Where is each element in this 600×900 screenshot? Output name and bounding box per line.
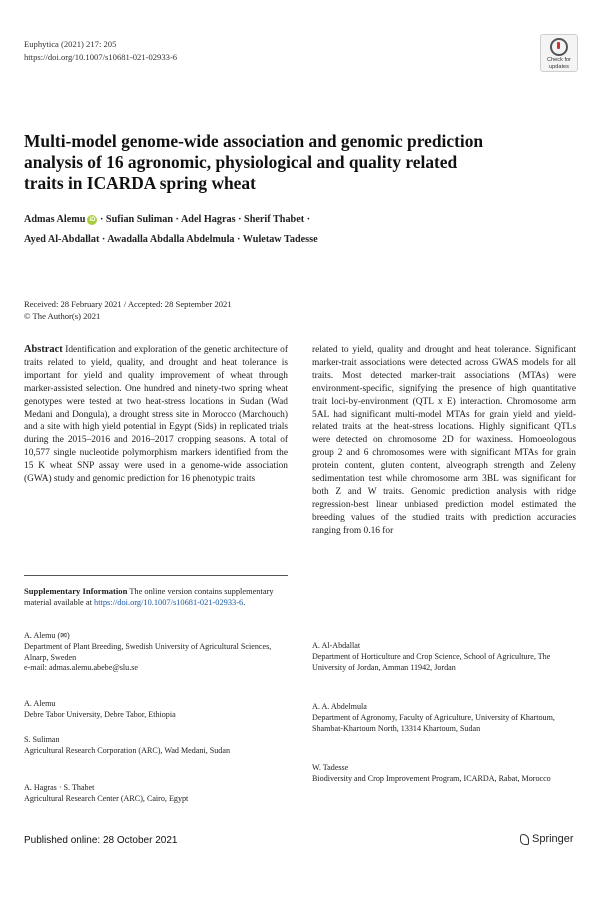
affiliation-left-3: [24, 783, 288, 805]
affiliation-name: A. Alemu: [24, 699, 56, 708]
affiliation-address: Department of Agronomy, Faculty of Agriculture, University of Khartoum, Shambat-Khartoum North, 13314 Khartoum, Sudan: [312, 712, 555, 733]
doi-link[interactable]: https://doi.org/10.1007/s10681-021-02933-6: [24, 52, 178, 62]
first-author[interactable]: Admas Alemu: [24, 214, 86, 225]
orcid-icon[interactable]: iD: [89, 216, 96, 223]
supplementary-link[interactable]: https://doi.org/10.1007/s10681-021-02933-6: [94, 598, 244, 607]
badge-line-2: updates: [549, 64, 569, 70]
affiliation-name: S. Suliman: [24, 735, 60, 744]
affiliation-address: Debre Tabor University, Debre Tabor, Ethiopia: [24, 709, 176, 719]
affiliation-right-1: [312, 702, 576, 734]
publisher-name: Springer: [532, 833, 574, 845]
affiliation-email[interactable]: e-mail: admas.alemu.abebe@slu.se: [24, 663, 138, 673]
affiliation-name: A. Hagras · S. Thabet: [24, 783, 95, 792]
affiliation-name: A. Alemu (✉): [24, 631, 70, 640]
affiliation-name: A. Al-Abdallat: [312, 641, 361, 650]
affiliation-name: W. Tadesse: [312, 763, 349, 772]
published-online: Published online: 28 October 2021: [24, 835, 178, 846]
author-names-rest: · Sufian Suliman · Adel Hagras · Sherif Thabet ·: [97, 214, 311, 225]
author-list: [24, 210, 564, 250]
abstract-column-2: related to yield, quality and drought and heat tolerance. Significant marker-trait associations were detected across GWAS models for all traits. Most detected marker-trait associations (MTAs) were environment-specific, signifying the presence of high quantitative trait loci-by-environment (QTL x E) interaction. Chromosome arm 5AL had significant multi-model MTAs for grain yield and yield-related traits at the heat-stress locations. Highly significant QTLs were detected on chromosome 2D for waxiness. Homoeologous group 2 and 6 chromosomes were with significant MTAs for grain protein content, gluten content, alveograph strength and Zeleny sedimentation test while chromosome arm 3BL was significant for both Z and W traits. Genomic prediction analysis with ridge regression-best linear unbiased prediction model estimated the breeding values of the studied traits with prediction accuracies ranging from 0.16 for: [312, 345, 576, 536]
affiliation-address: Biodiversity and Crop Improvement Program, ICARDA, Rabat, Morocco: [312, 773, 551, 783]
author-line-1: [24, 210, 564, 230]
abstract-heading: Abstract: [24, 344, 63, 355]
supplementary-info: [24, 586, 288, 608]
journal-citation: Euphytica (2021) 217: 205: [24, 39, 117, 49]
check-for-updates-badge[interactable]: [540, 34, 578, 72]
paper-title: Multi-model genome-wide association and genomic prediction analysis of 16 agronomic, physiological and quality related traits in ICARDA spring wheat: [24, 131, 484, 193]
affiliation-left-1: [24, 699, 288, 721]
affiliation-left-0: [24, 631, 288, 674]
springer-horse-icon: [520, 834, 529, 845]
abstract-column-1: [24, 344, 288, 486]
springer-logo: [520, 833, 574, 845]
abstract-text-1: Identification and exploration of the genetic architecture of traits related to yield, quality, and drought and heat tolerance is important for yield and quality improvement of wheat through marker-assisted selection. One hundred and ninety-two spring wheat genotypes were tested at two heat-stress locations in Sudan (Wad Medani and Dongula), a drought stress site in Morocco (Marchouch) and a site with high yield potential in Egypt (Sids) in replicated trials during the 2015–2016 and 2016–2017 cropping seasons. A total of 10,577 single nucleotide polymorphism markers identified from the 15 K wheat SNP assay were used in a genome-wide association (GWA) study and genomic prediction for 16 phenotypic traits: [24, 345, 288, 485]
supplementary-text: The online version contains supplementary material available at: [24, 587, 274, 607]
supplementary-end: .: [243, 598, 246, 607]
copyright: © The Author(s) 2021: [24, 310, 101, 321]
affiliation-right-0: [312, 641, 576, 673]
supplementary-heading: Supplementary Information: [24, 586, 128, 596]
affiliation-address: Agricultural Research Corporation (ARC), Wad Medani, Sudan: [24, 745, 230, 755]
received-accepted: Received: 28 February 2021 / Accepted: 28 September 2021: [24, 299, 232, 309]
article-dates: [24, 299, 232, 322]
affiliation-address: Agricultural Research Center (ARC), Cairo, Egypt: [24, 793, 189, 803]
badge-line-1: Check for: [547, 57, 571, 63]
footnote-divider: [24, 575, 288, 576]
check-for-updates-icon: [550, 38, 568, 56]
affiliation-address: Department of Plant Breeding, Swedish University of Agricultural Sciences, Alnarp, Sweden: [24, 641, 272, 662]
affiliation-right-2: [312, 763, 576, 785]
affiliation-address: Department of Horticulture and Crop Science, School of Agriculture, The University of Jordan, Amman 11942, Jordan: [312, 651, 551, 672]
affiliation-name: A. A. Abdelmula: [312, 702, 367, 711]
journal-meta: [24, 38, 177, 64]
affiliation-left-2: [24, 735, 288, 757]
author-line-2: Ayed Al-Abdallat · Awadalla Abdalla Abdelmula · Wuletaw Tadesse: [24, 234, 318, 245]
